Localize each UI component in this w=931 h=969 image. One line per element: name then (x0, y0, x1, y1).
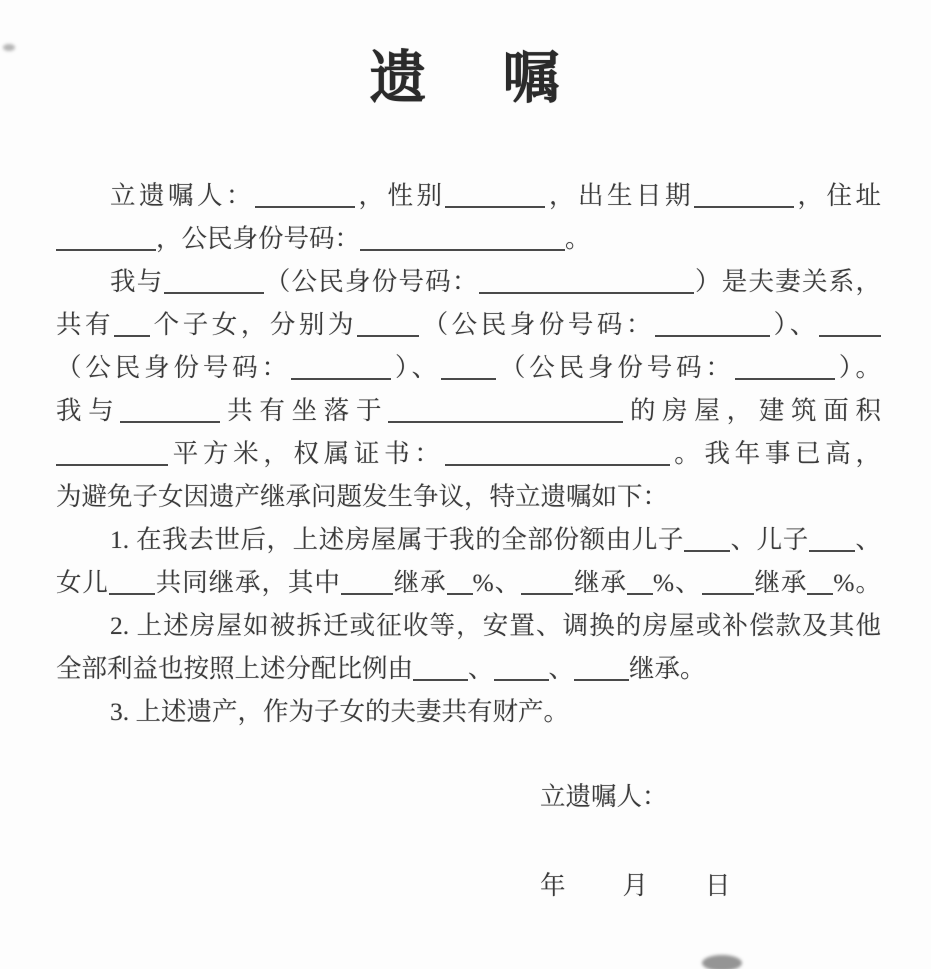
text-run: ）是夫妻关系， (693, 267, 881, 296)
text-run: 继承。 (629, 654, 706, 683)
text-run: 、 (468, 654, 494, 683)
blank-field (164, 267, 264, 295)
document-line (56, 647, 881, 690)
text-run: 、 (854, 525, 881, 554)
blank-field (479, 267, 694, 295)
text-run: 。我年事已高， (669, 439, 881, 468)
date-line (540, 864, 881, 907)
text-run: （公民身份号码： (495, 353, 735, 382)
text-run: 、儿子 (730, 525, 809, 554)
text-run: 平方米，权属证书： (168, 439, 445, 468)
text-run: %。 (833, 568, 881, 597)
blank-field (441, 353, 496, 381)
blank-field (819, 310, 881, 338)
document-line (56, 303, 881, 346)
text-run: 为避免子女因遗产继承问题发生争议，特立遗嘱如下： (56, 482, 669, 511)
text-run: 我与 (110, 267, 164, 296)
text-run: 我与 (56, 396, 121, 425)
text-run: 继承 (753, 568, 808, 597)
blank-field (627, 568, 653, 596)
testator-signature-label: 立遗嘱人： (540, 782, 668, 811)
text-run: 、 (548, 654, 575, 683)
text-run: （公民身份号码： (419, 310, 656, 339)
text-run: ，公民身份号码： (156, 224, 361, 253)
text-run: 共有 (56, 310, 115, 339)
text-run: 。 (565, 224, 591, 253)
blank-field (684, 525, 730, 553)
blank-field (255, 181, 355, 209)
blank-field (655, 310, 770, 338)
blank-field (445, 439, 670, 467)
blank-field (341, 568, 393, 596)
text-run: %、 (472, 568, 522, 597)
text-run: 共同继承，其中 (154, 568, 341, 597)
document-body (0, 174, 931, 733)
blank-field (357, 310, 419, 338)
blank-field (56, 439, 168, 467)
blank-field (291, 353, 391, 381)
text-run: 3. 上述遗产，作为子女的夫妻共有财产。 (110, 697, 570, 726)
blank-field (56, 224, 156, 252)
blank-field (413, 654, 468, 682)
blank-field (447, 568, 473, 596)
text-run: 1. 在我去世后，上述房屋属于我的全部份额由儿子 (110, 525, 684, 554)
document-line (56, 690, 881, 733)
blank-field (120, 396, 220, 424)
document-line (56, 260, 881, 303)
text-run: ，性别 (354, 181, 446, 210)
document-line (56, 174, 881, 217)
text-run: 个子女，分别为 (150, 310, 358, 339)
text-run: 的房屋，建筑面积 (623, 396, 881, 425)
blank-field (809, 525, 855, 553)
blank-field (574, 654, 629, 682)
blank-field (114, 310, 150, 338)
signature-block (0, 775, 931, 907)
document-line (56, 475, 881, 518)
text-run: 共有坐落于 (220, 396, 389, 425)
document-line (56, 561, 881, 604)
blank-field (702, 568, 754, 596)
document-line (56, 217, 881, 260)
blank-field (494, 654, 549, 682)
text-run: 女儿 (56, 568, 109, 597)
scan-artifact (702, 955, 742, 969)
text-run: 全部利益也按照上述分配比例由 (56, 654, 414, 683)
blank-field (694, 181, 794, 209)
blank-field (735, 353, 835, 381)
document-line (56, 346, 881, 389)
document-line (56, 604, 881, 647)
text-run: （公民身份号码： (56, 353, 292, 382)
date-part: 月 (622, 871, 649, 900)
blank-field (109, 568, 155, 596)
document-title: 遗 嘱 (369, 47, 562, 110)
blank-field (388, 396, 623, 424)
blank-field (360, 224, 565, 252)
blank-field (445, 181, 545, 209)
document-line (56, 518, 881, 561)
scan-artifact (3, 44, 15, 51)
text-run: ，住址 (793, 181, 881, 210)
text-run: （公民身份号码： (263, 267, 479, 296)
text-run: ，出生日期 (545, 181, 694, 210)
date-part: 年 (540, 871, 566, 900)
blank-field (807, 568, 833, 596)
text-run: 立遗嘱人： (110, 181, 255, 210)
text-run: ）。 (834, 353, 881, 382)
text-run: 继承 (392, 568, 447, 597)
text-run: %、 (652, 568, 702, 597)
document-line (56, 432, 881, 475)
blank-field (521, 568, 573, 596)
text-run: ）、 (770, 310, 819, 339)
text-run: ）、 (391, 353, 441, 382)
text-run: 2. 上述房屋如被拆迁或征收等，安置、调换的房屋或补偿款及其他 (110, 611, 881, 640)
text-run: 继承 (573, 568, 627, 597)
document-line (56, 389, 881, 432)
date-part: 日 (705, 871, 731, 900)
